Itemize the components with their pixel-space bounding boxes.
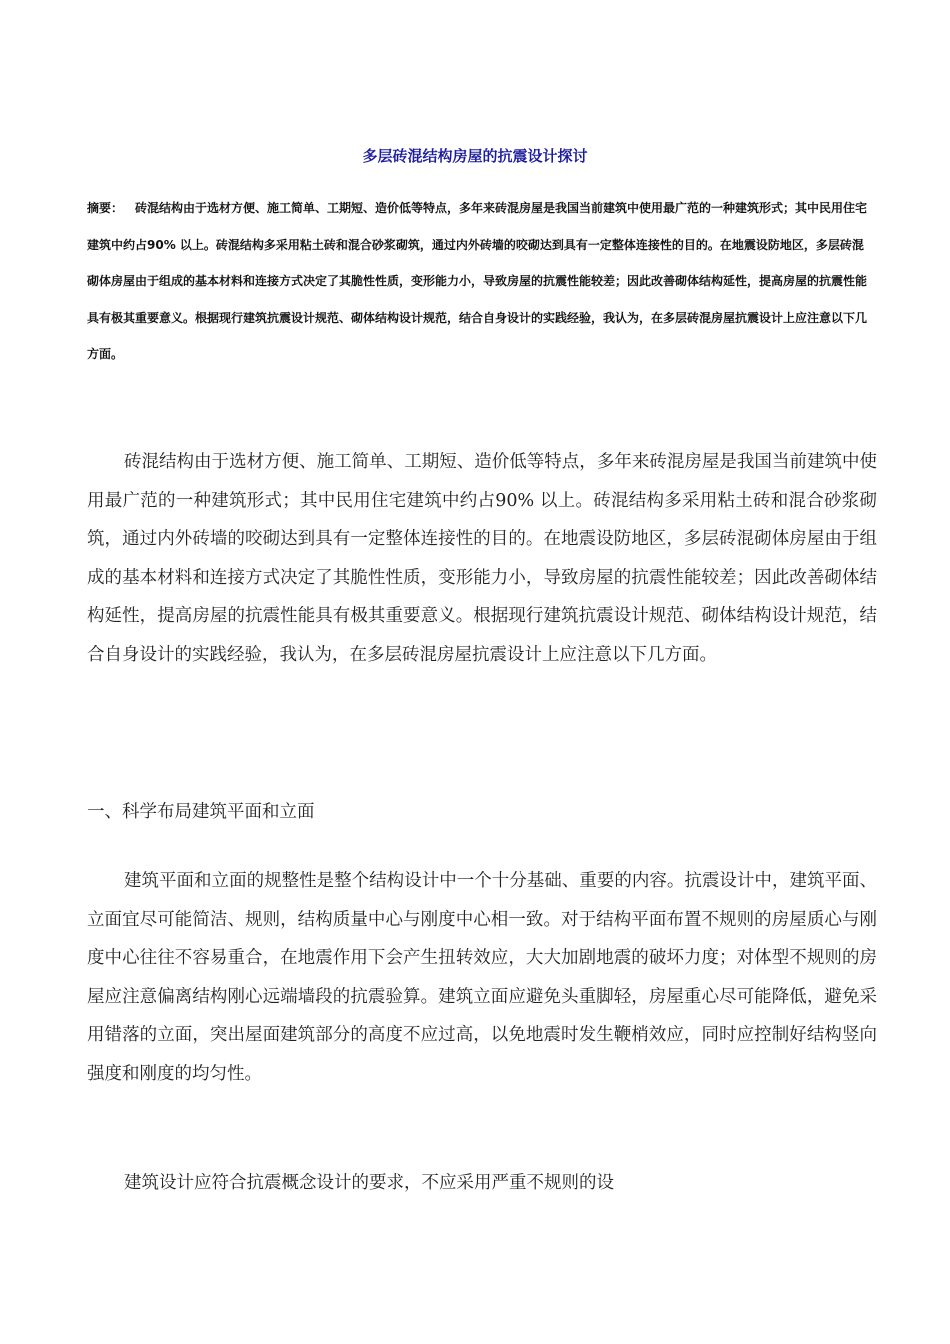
abstract-label: 摘要： bbox=[87, 201, 124, 215]
body-paragraph-3: 建筑设计应符合抗震概念设计的要求，不应采用严重不规则的设 bbox=[124, 1173, 614, 1193]
section-heading-1: 一、科学布局建筑平面和立面 bbox=[87, 802, 315, 822]
body-paragraph-1: 砖混结构由于选材方便、施工简单、工期短、造价低等特点，多年来砖混房屋是我国当前建筑中使用最广范的一种建筑形式；其中民用住宅建筑中约占90% 以上。砖混结构多采用粘土砖和混合砂浆砌筑，通过内外砖墙的咬砌达到具有一定整体连接性的目的。在地震设防地区，多层砖混砌体房屋由于组成的基本材料和连接方式决定了其脆性性质，变形能力小，导致房屋的抗震性能较差；因此改善砌体结构延性，提高房屋的抗震性能具有极其重要意义。根据现行建筑抗震设计规范、砌体结构设计规范，结合自身设计的实践经验，我认为，在多层砖混房屋抗震设计上应注意以下几方面。 bbox=[87, 452, 877, 665]
document-title: 多层砖混结构房屋的抗震设计探讨 bbox=[362, 147, 588, 165]
abstract-text: 砖混结构由于选材方便、施工简单、工期短、造价低等特点，多年来砖混房屋是我国当前建筑中使用最广范的一种建筑形式；其中民用住宅建筑中约占90% 以上。砖混结构多采用粘土砖和混合砂浆砌筑，通过内外砖墙的咬砌达到具有一定整体连接性的目的。在地震设防地区，多层砖混砌体房屋由于组成的基本材料和连接方式决定了其脆性性质，变形能力小，导致房屋的抗震性能较差；因此改善砌体结构延性，提高房屋的抗震性能具有极其重要意义。根据现行建筑抗震设计规范、砌体结构设计规范，结合自身设计的实践经验，我认为，在多层砖混房屋抗震设计上应注意以下几方面。 bbox=[87, 201, 868, 362]
abstract bbox=[87, 190, 872, 373]
body-paragraph-2: 建筑平面和立面的规整性是整个结构设计中一个十分基础、重要的内容。抗震设计中，建筑平面、立面宜尽可能简洁、规则，结构质量中心与刚度中心相一致。对于结构平面布置不规则的房屋质心与刚度中心往往不容易重合，在地震作用下会产生扭转效应，大大加剧地震的破坏力度；对体型不规则的房屋应注意偏离结构刚心远端墙段的抗震验算。建筑立面应避免头重脚轻，房屋重心尽可能降低，避免采用错落的立面，突出屋面建筑部分的高度不应过高，以免地震时发生鞭梢效应，同时应控制好结构竖向强度和刚度的均匀性。 bbox=[87, 871, 877, 1084]
